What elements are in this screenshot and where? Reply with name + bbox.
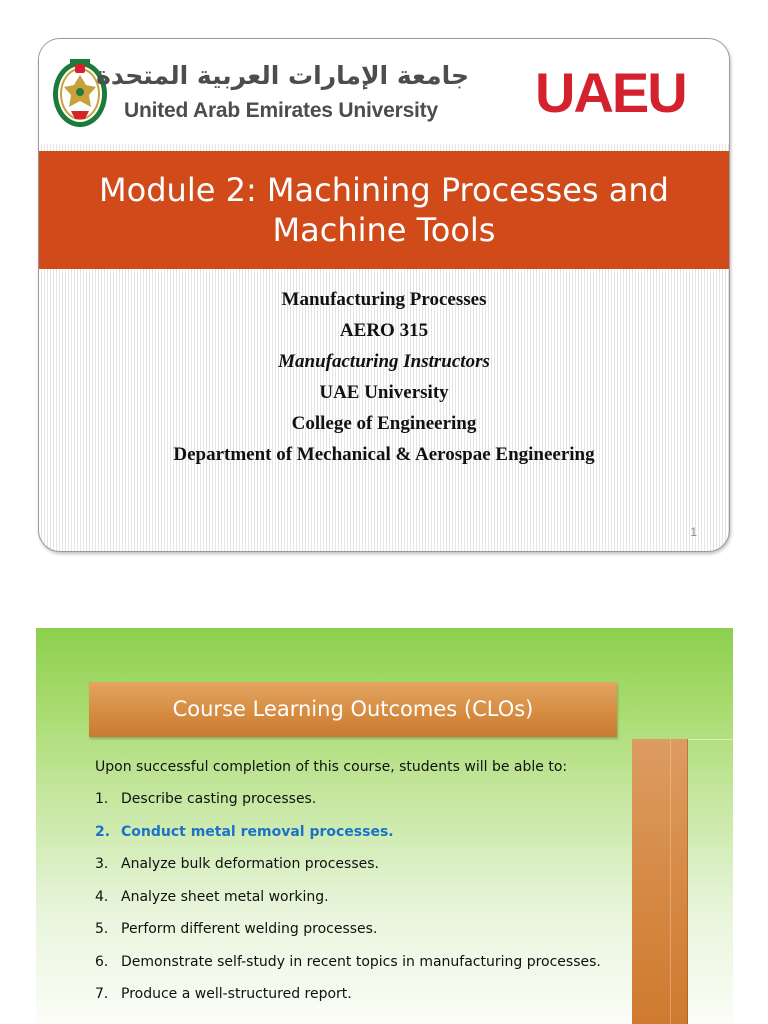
course-code: AERO 315: [339, 320, 429, 341]
list-item-number: 7.: [95, 986, 109, 1002]
list-item-number: 6.: [95, 953, 109, 970]
uaeu-logo: UAEU: [535, 61, 686, 124]
list-item: [95, 916, 635, 949]
page-number: 1: [690, 525, 697, 539]
list-item-number: 1.: [95, 791, 109, 807]
instructors: Manufacturing Instructors: [278, 351, 490, 372]
module-title-line2: Machine Tools: [272, 211, 496, 249]
clo-intro: Upon successful completion of this course, students will be able to:: [95, 759, 568, 775]
clo-slide: [36, 628, 733, 1024]
list-item-text: Demonstrate self-study in recent topics in manufacturing processes.: [121, 953, 601, 970]
university-name-english: United Arab Emirates University: [124, 99, 438, 122]
list-item: [95, 949, 635, 982]
list-item-number: 5.: [95, 921, 109, 937]
decorative-orange-bar: [632, 739, 688, 1024]
list-item-number: 4.: [95, 888, 109, 905]
list-item-text: Analyze bulk deformation processes.: [121, 856, 379, 872]
list-item: [95, 786, 635, 819]
list-item-number: 2.: [95, 823, 111, 840]
department-label: Department of Mechanical & Aerospae Engineering: [173, 444, 595, 465]
clo-list: [95, 754, 635, 1014]
clo-heading: Course Learning Outcomes (CLOs): [89, 682, 617, 737]
university-name-arabic: جامعة الإمارات العربية المتحدة: [96, 61, 469, 90]
list-item-text: Produce a well-structured report.: [121, 986, 352, 1002]
decorative-divider: [688, 739, 733, 740]
list-item-text: Conduct metal removal processes.: [121, 823, 394, 840]
list-item-number: 3.: [95, 856, 109, 872]
list-item-highlighted: [95, 819, 635, 852]
university-label: UAE University: [319, 382, 449, 403]
list-item-text: Perform different welding processes.: [121, 921, 378, 937]
list-item-text: Describe casting processes.: [121, 791, 317, 807]
college-label: College of Engineering: [291, 413, 477, 434]
list-item-text: Analyze sheet metal working.: [121, 888, 329, 905]
title-slide: [38, 38, 730, 552]
course-info: [39, 284, 729, 470]
module-title: [39, 151, 729, 269]
module-title-line1: Module 2: Machining Processes and: [99, 171, 669, 209]
course-name: Manufacturing Processes: [281, 289, 487, 310]
list-item: [95, 884, 635, 917]
list-item: [95, 851, 635, 884]
university-banner: [39, 39, 729, 144]
list-item: [95, 981, 635, 1014]
